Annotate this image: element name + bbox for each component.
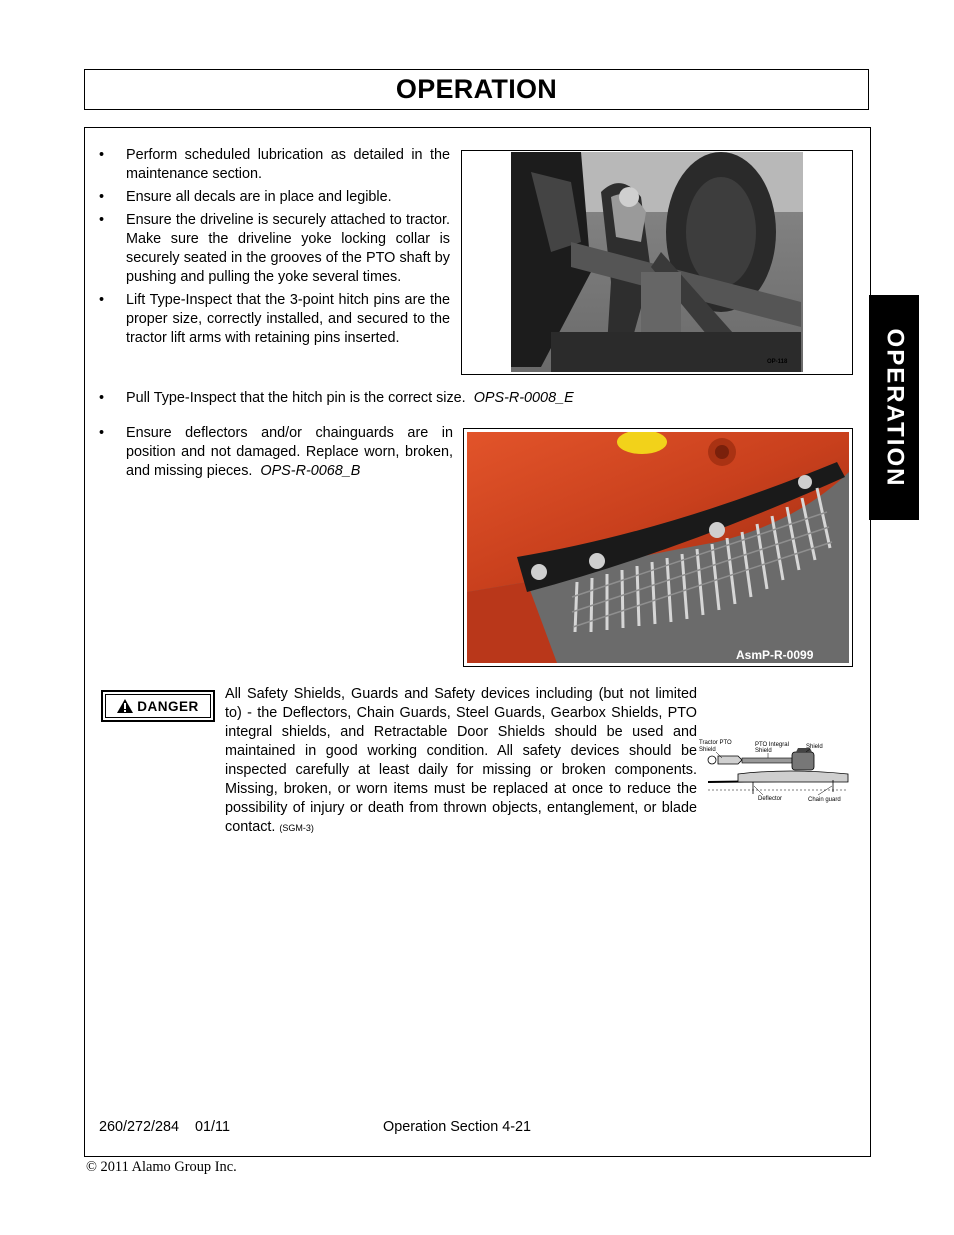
photo-frame-deflector (463, 428, 853, 667)
bullet-deflector-ref: OPS-R-0068_B (260, 463, 361, 479)
deflector-chain-photo (467, 432, 849, 663)
label-tractor-pto: Tractor PTO (699, 740, 732, 746)
footer-section: Operation Section 4-21 (383, 1119, 531, 1135)
label-pto-integral-shield: Shield (755, 748, 772, 754)
bullet-pull-ref: OPS-R-0008_E (473, 390, 574, 406)
warning-triangle-icon (117, 699, 133, 713)
label-pto-integral: PTO Integral (755, 742, 789, 748)
shield-diagram-svg (698, 734, 856, 804)
bullet-pull-type (85, 389, 705, 408)
footer-model: 260/272/284 01/11 (99, 1119, 230, 1135)
label-shield: Shield (806, 744, 823, 750)
bullet-list-top (85, 146, 450, 352)
bullet-decals: • Ensure all decals are in place and legible. (85, 188, 450, 207)
danger-text: All Safety Shields, Guards and Safety devices including (but not limited to) - the Deflectors, Chain Guards, Steel Guards, Gearbox Shields, PTO integral shields, and Retractable Door Shields should be used and maintained in good working condition. All safety devices should be inspected carefully at least daily for missing or broken components. Missing, broken, or worn items must be replaced at once to reduce the possibility of injury or death from thrown objects, entanglement, or blade contact. (225, 686, 697, 835)
photo-frame-tractor (461, 150, 853, 375)
copyright: © 2011 Alamo Group Inc. (86, 1159, 237, 1175)
bullet-deflectors (85, 424, 453, 481)
bullet-lubrication: • Perform scheduled lubrication as detailed in the maintenance section. (85, 146, 450, 184)
bullet-list-deflector (85, 424, 453, 485)
page-title: OPERATION (395, 74, 558, 104)
danger-badge (101, 690, 215, 722)
danger-code: (SGM-3) (279, 823, 314, 833)
section-tab (869, 295, 919, 520)
bullet-deflector-text: Ensure deflectors and/or chainguards are in position and not damaged. Replace worn, broken, and missing pieces. (126, 425, 453, 479)
danger-badge-inner (105, 694, 211, 718)
bullet-driveline: • Ensure the driveline is securely attached to tractor. Make sure the driveline yoke locking collar is securely seated in the grooves of the PTO shaft by pushing and pulling the yoke several times. (85, 211, 450, 287)
header-box (84, 69, 869, 110)
photo1-label: OP-118 (767, 359, 788, 365)
bullet-list-pull (85, 389, 705, 412)
danger-label: DANGER (137, 698, 199, 714)
section-tab-label: OPERATION (881, 328, 908, 487)
tractor-hitch-photo (511, 152, 803, 372)
bullet-lift-type: • Lift Type-Inspect that the 3-point hitch pins are the proper size, correctly installed, and secured to the tractor lift arms with retaining pins inserted. (85, 291, 450, 348)
danger-paragraph (225, 685, 697, 838)
label-tractor-pto-shield: Shield (699, 747, 716, 753)
label-deflector: Deflector (758, 796, 783, 802)
label-chain-guard: Chain guard (808, 797, 841, 803)
shield-diagram (698, 734, 856, 804)
bullet-pull-text: Pull Type-Inspect that the hitch pin is the correct size. (126, 390, 466, 406)
photo2-label: AsmP-R-0099 (736, 648, 814, 662)
